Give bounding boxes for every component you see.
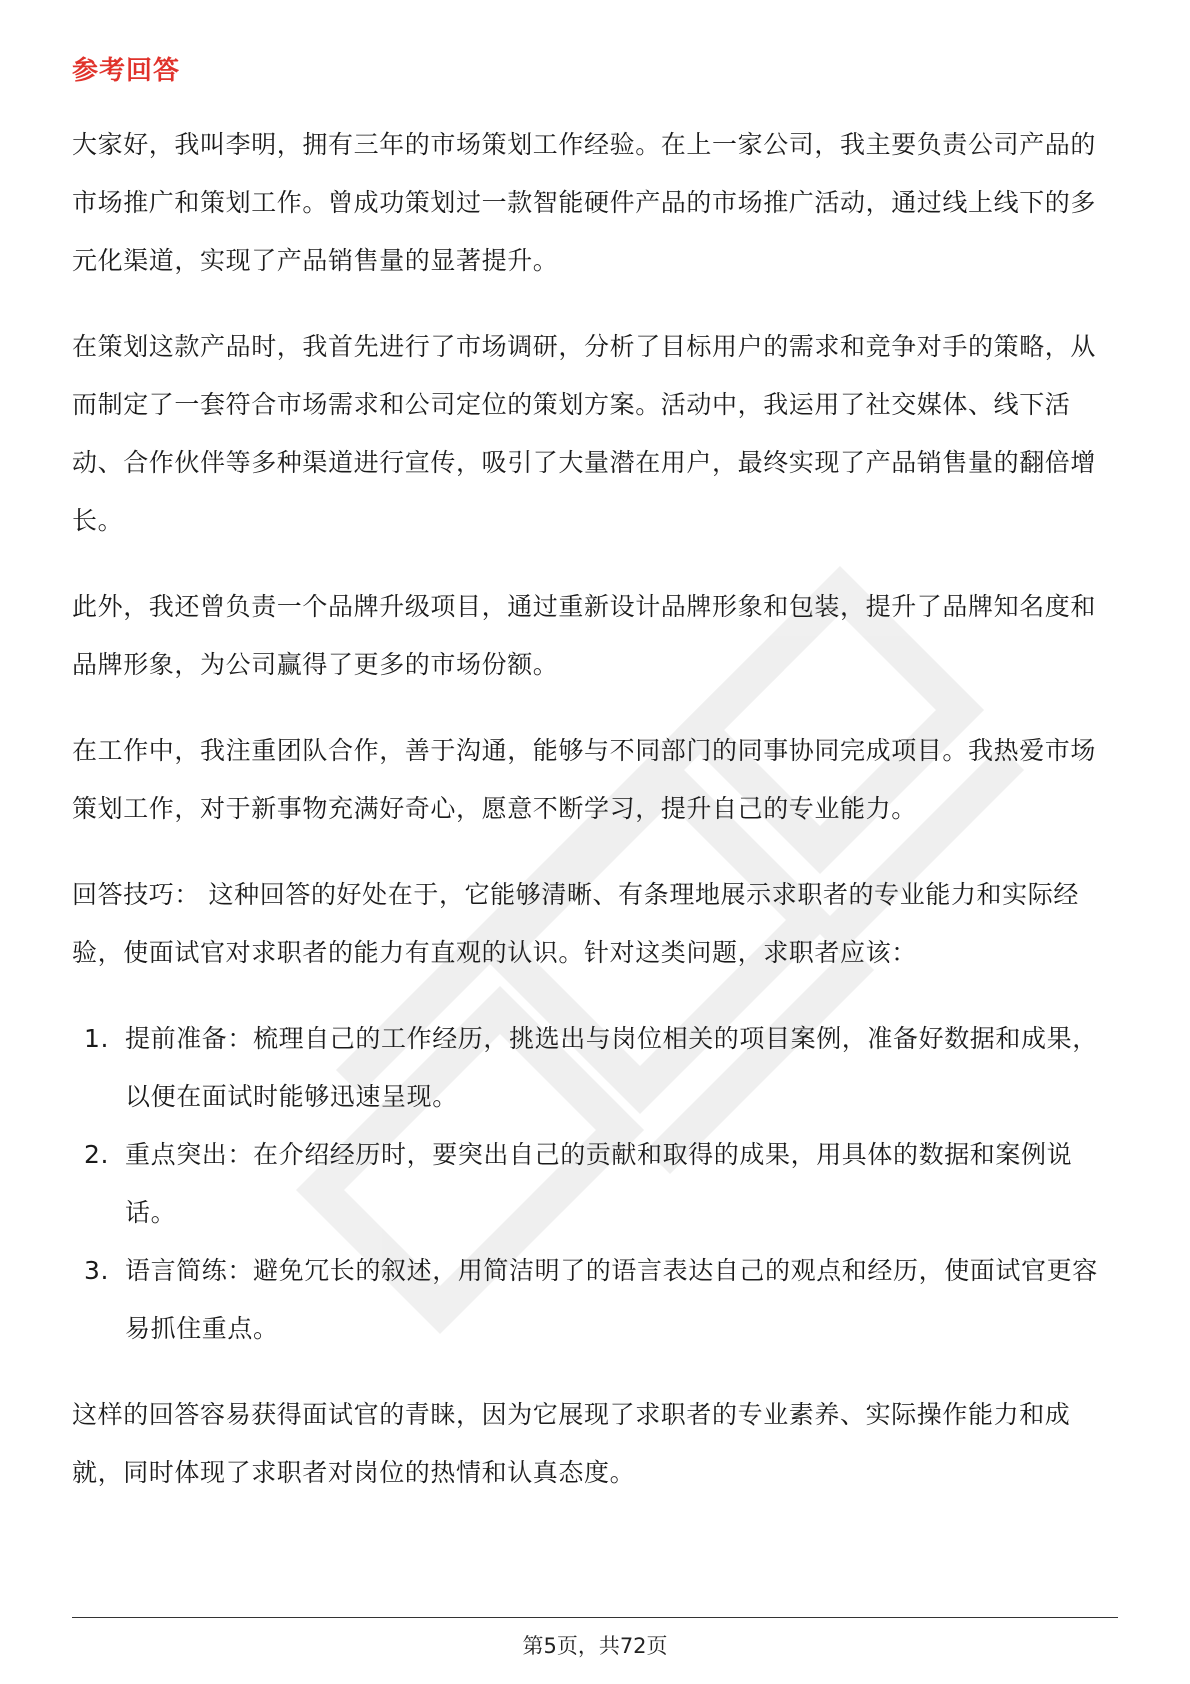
paragraph-closing: 这样的回答容易获得面试官的青睐，因为它展现了求职者的专业素养、实际操作能力和成就，同时体现了求职者对岗位的热情和认真态度。 [72,1400,1071,1487]
paragraph-intro: 大家好，我叫李明，拥有三年的市场策划工作经验。在上一家公司，我主要负责公司产品的市场推广和策划工作。曾成功策划过一款智能硬件产品的市场推广活动，通过线上线下的多元化渠道，实现了产品销售量的显著提升。 [72,130,1097,275]
paragraph-teamwork: 在工作中，我注重团队合作，善于沟通，能够与不同部门的同事协同完成项目。我热爱市场策划工作，对于新事物充满好奇心，愿意不断学习，提升自己的专业能力。 [72,736,1097,823]
paragraph-brand: 此外，我还曾负责一个品牌升级项目，通过重新设计品牌形象和包装，提升了品牌知名度和品牌形象，为公司赢得了更多的市场份额。 [72,592,1097,679]
list-item [72,1126,1118,1242]
paragraph-tips-intro: 回答技巧： 这种回答的好处在于，它能够清晰、有条理地展示求职者的专业能力和实际经验，使面试官对求职者的能力有直观的认识。针对这类问题，求职者应该： [72,880,1079,967]
page-number: 第5页，共72页 [522,1634,668,1658]
list-item-text: 语言简练：避免冗长的叙述，用简洁明了的语言表达自己的观点和经历，使面试官更容易抓住重点。 [125,1256,1098,1343]
list-number: 3. [84,1256,110,1285]
list-number: 1. [84,1024,110,1053]
section-title: 参考回答 [72,56,181,86]
list-item [72,1010,1118,1126]
document-page [72,0,1118,1684]
list-item-text: 重点突出：在介绍经历时，要突出自己的贡献和取得的成果，用具体的数据和案例说话。 [125,1140,1073,1227]
list-item-text: 提前准备：梳理自己的工作经历，挑选出与岗位相关的项目案例，准备好数据和成果，以便在面试时能够迅速呈现。 [125,1024,1098,1111]
list-number: 2. [84,1140,110,1169]
list-item [72,1242,1118,1358]
footer-divider [72,1617,1118,1618]
answer-content [72,116,1118,1530]
tips-list [72,1010,1118,1358]
paragraph-planning: 在策划这款产品时，我首先进行了市场调研，分析了目标用户的需求和竞争对手的策略，从而制定了一套符合市场需求和公司定位的策划方案。活动中，我运用了社交媒体、线下活动、合作伙伴等多种渠道进行宣传，吸引了大量潜在用户，最终实现了产品销售量的翻倍增长。 [72,332,1097,535]
